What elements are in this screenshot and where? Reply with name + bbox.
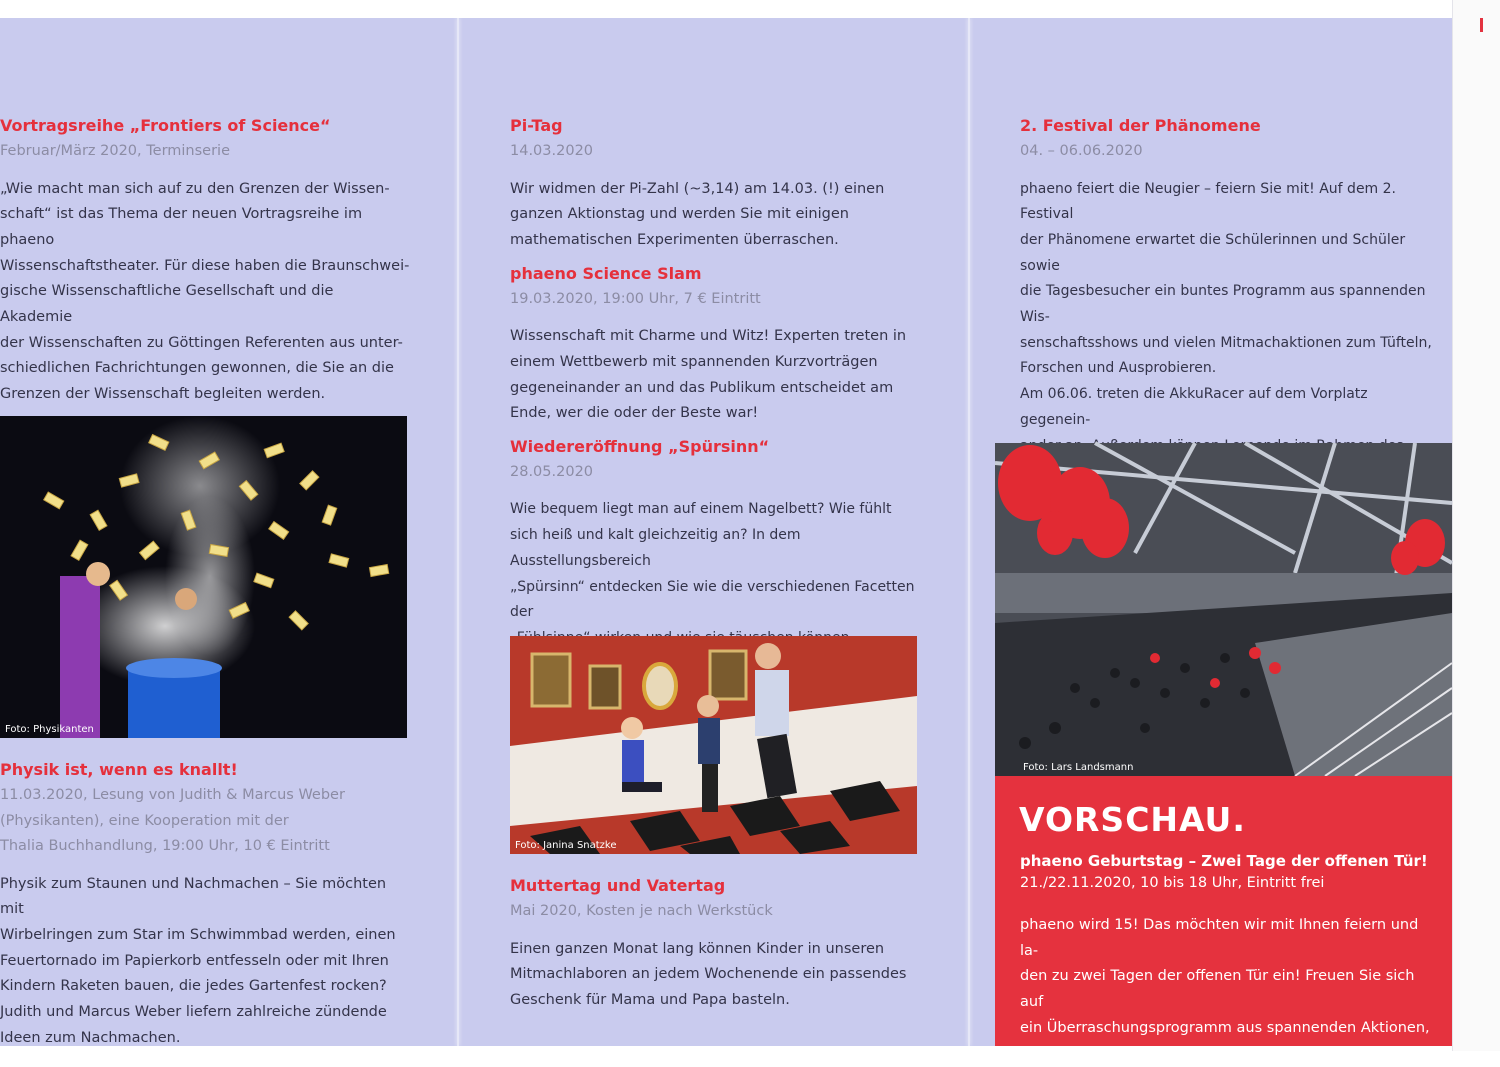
column-middle-lower — [510, 876, 930, 1014]
meta-physik-knallt — [0, 783, 410, 860]
text-line: sich heiß und kalt gleichzeitig an? In dem Ausstellungsbereich — [510, 527, 801, 569]
text-line: Shows und Sonderprogrammen für die ganze Familie! — [1020, 1045, 1411, 1062]
text-line: Einen ganzen Monat lang können Kinder in unseren — [510, 940, 885, 957]
text-line: Wir widmen der Pi-Zahl (~3,14) am 14.03. (!) einen — [510, 180, 885, 197]
edge-mark — [1480, 18, 1483, 32]
meta-muttertag: Mai 2020, Kosten je nach Werkstück — [510, 903, 773, 919]
text-line: Feuertornado im Papierkorb entfesseln oder mit Ihren — [0, 952, 389, 969]
text-line: den zu zwei Tagen der offenen Tür ein! Freuen Sie sich auf — [1020, 968, 1415, 1011]
text-line: phaeno wird 15! Das möchten wir mit Ihnen feiern und la- — [1020, 917, 1419, 959]
text-line: der Wissenschaften zu Göttingen Referenten aus unter- — [0, 334, 403, 351]
text-line: senschaftsshows und vielen Mitmachaktionen zum Tüfteln, — [1020, 334, 1432, 351]
text-line: Wirbelringen zum Star im Schwimmbad werden, einen — [0, 926, 396, 943]
text-line: der Phänomene erwartet die Schülerinnen und Schüler sowie — [1020, 231, 1406, 274]
photo-credit: Foto: Janina Snatzke — [515, 840, 617, 851]
heading-physik-knallt: Physik ist, wenn es knallt! — [0, 760, 238, 779]
meta-line: 11.03.2020, Lesung von Judith & Marcus Weber — [0, 787, 345, 803]
fold-line-right — [968, 18, 970, 1046]
photo-credit: Foto: Physikanten — [5, 724, 94, 735]
meta-pi-tag: 14.03.2020 — [510, 143, 594, 159]
text-spuersinn — [510, 497, 930, 651]
meta-festival: 04. – 06.06.2020 — [1020, 143, 1143, 159]
text-line: gegeneinander an und das Publikum entscheidet am — [510, 379, 894, 396]
heading-science-slam: phaeno Science Slam — [510, 263, 702, 283]
column-left-lower — [0, 760, 410, 1051]
meta-line: (Physikanten), eine Kooperation mit der — [0, 812, 289, 829]
text-line: ganzen Aktionstag und werden Sie mit einigen — [510, 206, 849, 223]
text-physik-knallt — [0, 872, 410, 1052]
text-line: schiedlichen Fachrichtungen gewonnen, die Sie an die — [0, 360, 394, 377]
text-line: „Wie macht man sich auf zu den Grenzen der Wissen- — [0, 180, 390, 197]
photo-physikanten — [0, 416, 407, 738]
vorschau-box — [995, 776, 1452, 1062]
photo-festival — [995, 443, 1452, 776]
photo-spuersinn — [510, 636, 917, 854]
text-line: Wissenschaftstheater. Für diese haben die Braunschwei- — [0, 257, 410, 274]
photo-festival-illustration — [995, 443, 1452, 776]
text-line: ein Überraschungsprogramm aus spannenden Aktionen, — [1020, 1019, 1430, 1036]
heading-vortragsreihe: Vortragsreihe „Frontiers of Science“ — [0, 116, 331, 135]
vorschau-heading: VORSCHAU. — [1019, 800, 1246, 839]
page-edge — [1452, 0, 1500, 1051]
meta-spuersinn: 28.05.2020 — [510, 463, 594, 480]
heading-geburtstag: phaeno Geburtstag – Zwei Tage der offenen Tür! — [1020, 852, 1428, 870]
text-line: die Tagesbesucher ein buntes Programm aus spannenden Wis- — [1020, 283, 1426, 326]
text-vortragsreihe — [0, 177, 410, 408]
text-line: „Spürsinn“ entdecken Sie wie die verschiedenen Facetten der — [510, 578, 915, 621]
meta-geburtstag: 21./22.11.2020, 10 bis 18 Uhr, Eintritt frei — [1020, 875, 1325, 891]
photo-spuersinn-illustration — [510, 636, 917, 854]
text-line: schaft“ ist das Thema der neuen Vortragsreihe im phaeno — [0, 206, 363, 248]
text-line: gische Wissenschaftliche Gesellschaft und die Akademie — [0, 283, 334, 326]
text-line: Forschen und Ausprobieren. — [1020, 360, 1217, 377]
text-line: Physik zum Staunen und Nachmachen – Sie möchten mit — [0, 875, 387, 918]
text-line: Mitmachlaboren an jedem Wochenende ein passendes — [510, 966, 907, 983]
text-science-slam — [510, 324, 930, 427]
heading-spuersinn: Wiedereröffnung „Spürsinn“ — [510, 436, 770, 456]
text-muttertag — [510, 937, 930, 1014]
text-geburtstag — [1020, 913, 1440, 1067]
text-line: Ideen zum Nachmachen. — [0, 1029, 181, 1046]
text-line: mathematischen Experimenten überraschen. — [510, 231, 839, 248]
text-line: Am 06.06. treten die AkkuRacer auf dem Vorplatz gegenein- — [1020, 386, 1368, 428]
text-line: Wissenschaft mit Charme und Witz! Experten treten in — [510, 328, 907, 345]
text-pi-tag — [510, 177, 930, 254]
text-line: Grenzen der Wissenschaft begleiten werden. — [0, 386, 326, 403]
text-line: einem Wettbewerb mit spannenden Kurzvorträgen — [510, 353, 878, 370]
meta-science-slam: 19.03.2020, 19:00 Uhr, 7 € Eintritt — [510, 290, 761, 307]
meta-line: Thalia Buchhandlung, 19:00 Uhr, 10 € Eintritt — [0, 838, 330, 854]
text-line: Judith und Marcus Weber liefern zahlreiche zündende — [0, 1004, 387, 1021]
text-line: Ende, wer die oder der Beste war! — [510, 405, 759, 422]
heading-festival: 2. Festival der Phänomene — [1020, 116, 1261, 135]
text-line: Geschenk für Mama und Papa basteln. — [510, 991, 790, 1008]
heading-muttertag: Muttertag und Vatertag — [510, 876, 726, 895]
text-line: Wie bequem liegt man auf einem Nagelbett? Wie fühlt — [510, 501, 892, 518]
photo-physikanten-illustration — [0, 416, 407, 738]
fold-line-left — [457, 18, 459, 1046]
column-middle — [510, 116, 930, 652]
text-line: phaeno feiert die Neugier – feiern Sie mit! Auf dem 2. Festival — [1020, 180, 1396, 223]
text-line: Kindern Raketen bauen, die jedes Gartenfest rocken? — [0, 978, 387, 995]
photo-credit: Foto: Lars Landsmann — [1023, 762, 1134, 773]
heading-pi-tag: Pi-Tag — [510, 116, 563, 135]
column-left — [0, 116, 410, 446]
meta-vortragsreihe: Februar/März 2020, Terminserie — [0, 143, 231, 159]
